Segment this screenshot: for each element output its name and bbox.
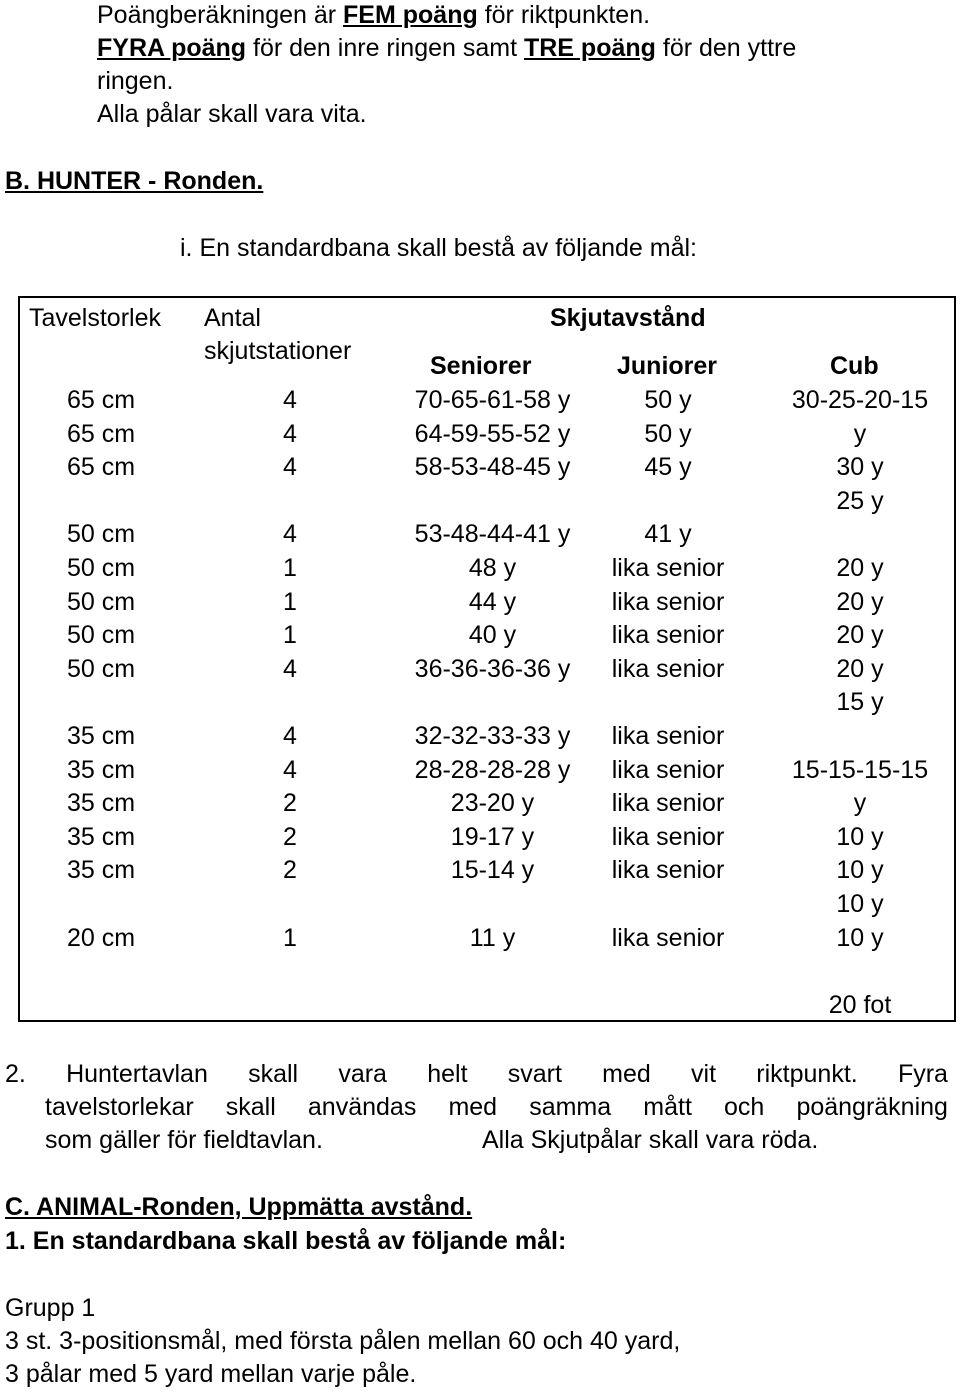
seniors-distance-cell: 19-17 y [450, 822, 535, 851]
target-size-cell: 50 cm [67, 554, 136, 582]
group-1-line-1: 3 st. 3-positionsmål, med första pålen mellan 60 och 40 yard, [5, 1327, 681, 1355]
station-count-cell: 4 [283, 453, 297, 482]
cub-distance-cell: 20 y [836, 654, 884, 683]
juniors-distance-cell: 50 y [644, 386, 692, 414]
scoring-line-1: Poängberäkningen är FEM poäng för riktpunkten. [97, 1, 651, 29]
cub-distance-cell: 10 y [836, 822, 884, 851]
header-shooting-distance: Skjutavstånd [550, 304, 706, 332]
cub-distance-cell: 30-25-20-15 [791, 386, 929, 414]
seniors-distance-cell: 48 y [468, 554, 517, 582]
scoring-line-2: FYRA poäng för den inre ringen samt TRE poäng för den yttre [97, 34, 797, 62]
seniors-distance-cell: 28-28-28-28 y [414, 755, 571, 784]
seniors-distance-cell: 32-32-33-33 y [414, 722, 571, 750]
juniors-distance-cell: 50 y [644, 419, 692, 448]
seniors-distance-cell: 23-20 y [450, 789, 535, 818]
cub-distance-cell: 20 fot [828, 990, 892, 1019]
seniors-distance-cell: 11 y [469, 923, 516, 952]
juniors-distance-cell: 45 y [644, 453, 692, 482]
target-size-cell: 20 cm [67, 923, 136, 952]
seniors-distance-cell: 44 y [468, 587, 517, 616]
group-1-line-2: 3 pålar med 5 yard mellan varje påle. [5, 1360, 417, 1388]
seniors-distance-cell: 40 y [468, 621, 517, 650]
target-size-cell: 50 cm [67, 621, 136, 650]
juniors-distance-cell: lika senior [611, 789, 725, 818]
cub-distance-cell: 20 y [836, 554, 884, 582]
target-size-cell: 35 cm [67, 722, 136, 750]
juniors-distance-cell: lika senior [611, 621, 725, 650]
juniors-distance-cell: lika senior [611, 923, 725, 952]
hunter-distance-table [18, 296, 956, 1022]
target-size-cell: 50 cm [67, 654, 136, 683]
cub-distance-cell: y [853, 419, 867, 448]
station-count-cell: 2 [283, 856, 297, 885]
station-count-cell: 2 [283, 822, 297, 851]
juniors-distance-cell: lika senior [611, 654, 725, 683]
target-size-cell: 65 cm [67, 453, 136, 482]
target-size-cell: 35 cm [67, 789, 136, 818]
target-size-cell: 50 cm [67, 520, 136, 549]
cub-distance-cell: 25 y [836, 486, 884, 515]
juniors-distance-cell: lika senior [611, 856, 725, 885]
cub-distance-cell: y [853, 789, 867, 818]
juniors-distance-cell: lika senior [611, 587, 725, 616]
seniors-distance-cell: 58-53-48-45 y [414, 453, 571, 482]
header-stations-line2: skjutstationer [204, 337, 352, 365]
station-count-cell: 2 [283, 789, 297, 818]
five-points: FEM poäng [343, 1, 478, 29]
seniors-distance-cell: 53-48-44-41 y [414, 520, 571, 549]
section-b-subheading: i. En standardbana skall bestå av följande mål: [180, 234, 697, 262]
note2-line-3a: som gäller för fieldtavlan. [45, 1126, 323, 1154]
header-juniors: Juniorer [617, 352, 718, 380]
target-size-cell: 65 cm [67, 386, 136, 414]
station-count-cell: 4 [283, 755, 297, 784]
cub-distance-cell: 20 y [836, 587, 884, 616]
header-cub: Cub [830, 352, 879, 380]
cub-distance-cell: 10 y [836, 856, 884, 885]
station-count-cell: 1 [283, 923, 297, 952]
stakes-white-line: Alla pålar skall vara vita. [97, 100, 367, 128]
section-b-heading: B. HUNTER - Ronden. [5, 167, 264, 195]
cub-distance-cell: 15-15-15-15 [791, 755, 929, 784]
juniors-distance-cell: 41 y [644, 520, 692, 549]
station-count-cell: 4 [283, 520, 297, 549]
header-stations-line1: Antal [204, 304, 261, 332]
station-count-cell: 1 [283, 587, 297, 616]
three-points: TRE poäng [523, 34, 656, 62]
seniors-distance-cell: 36-36-36-36 y [414, 654, 571, 683]
cub-distance-cell: 15 y [836, 688, 884, 717]
section-c-heading: C. ANIMAL-Ronden, Uppmätta avstånd. [5, 1193, 473, 1221]
scoring-line-3: ringen. [97, 67, 174, 95]
seniors-distance-cell: 15-14 y [450, 856, 535, 885]
station-count-cell: 4 [283, 386, 297, 414]
cub-distance-cell: 20 y [836, 621, 884, 650]
note2-line-2: tavelstorlekar skall användas med samma mått och poängräkning [45, 1093, 948, 1121]
station-count-cell: 1 [283, 621, 297, 650]
station-count-cell: 4 [283, 722, 297, 750]
target-size-cell: 35 cm [67, 755, 136, 784]
cub-distance-cell: 10 y [836, 923, 884, 952]
juniors-distance-cell: lika senior [611, 822, 725, 851]
section-c-subheading: 1. En standardbana skall bestå av följande mål: [5, 1227, 567, 1255]
juniors-distance-cell: lika senior [611, 755, 725, 784]
station-count-cell: 4 [283, 654, 297, 683]
cub-distance-cell: 30 y [836, 453, 884, 482]
seniors-distance-cell: 64-59-55-52 y [414, 419, 571, 448]
station-count-cell: 1 [283, 554, 297, 582]
cub-distance-cell: 10 y [836, 890, 884, 918]
note2-line-3b: Alla Skjutpålar skall vara röda. [482, 1126, 819, 1154]
target-size-cell: 35 cm [67, 856, 136, 885]
four-points: FYRA poäng [97, 34, 247, 62]
juniors-distance-cell: lika senior [611, 554, 725, 582]
header-seniors: Seniorer [430, 352, 532, 380]
group-1-label: Grupp 1 [5, 1294, 96, 1322]
target-size-cell: 35 cm [67, 822, 136, 851]
target-size-cell: 50 cm [67, 587, 136, 616]
seniors-distance-cell: 70-65-61-58 y [414, 386, 571, 414]
juniors-distance-cell: lika senior [611, 722, 725, 750]
station-count-cell: 4 [283, 419, 297, 448]
note2-line-1: 2. Huntertavlan skall vara helt svart med vit riktpunkt. Fyra [5, 1060, 948, 1088]
header-target-size: Tavelstorlek [29, 304, 161, 332]
target-size-cell: 65 cm [67, 419, 136, 448]
